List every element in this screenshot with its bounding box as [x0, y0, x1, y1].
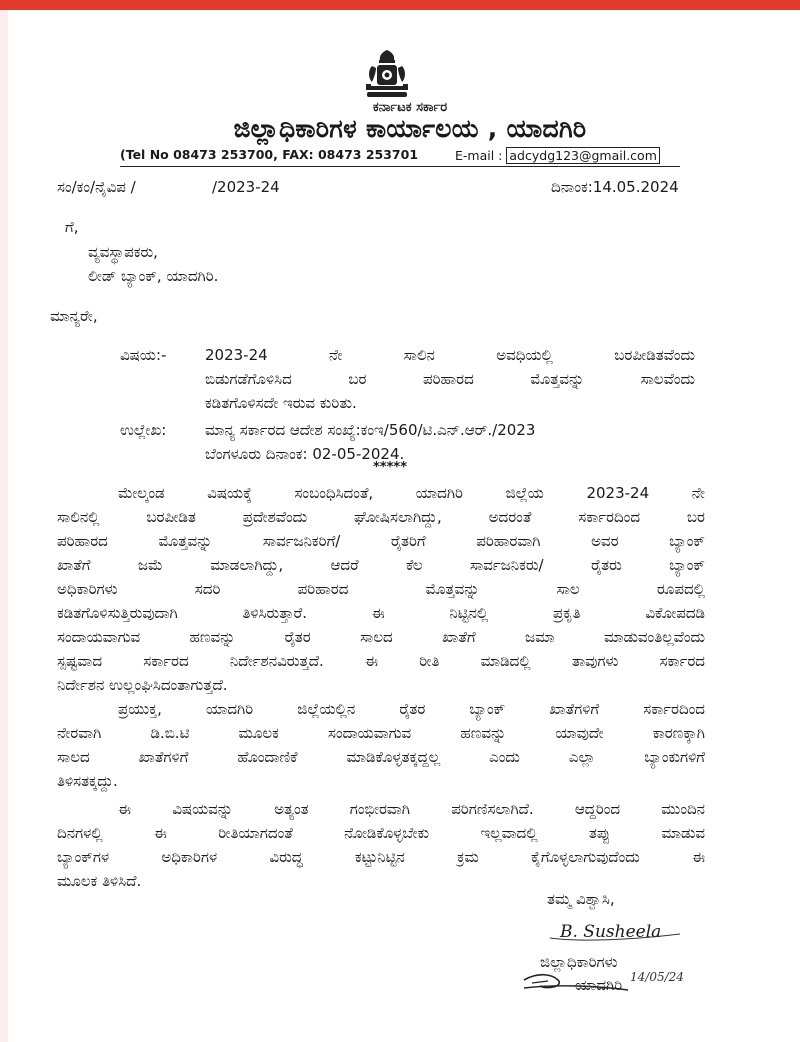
- office-title: ಜಿಲ್ಲಾಧಿಕಾರಿಗಳ ಕಾರ್ಯಾಲಯ , ಯಾದಗಿರಿ: [233, 114, 587, 143]
- paragraph-line: ಖಾತೆಗೆ ಜಮೆ ಮಾಡಲಾಗಿದ್ದು, ಆದರೆ ಕೆಲ ಸಾರ್ವಜನಿಕರು/ ರೈತರು ಬ್ಯಾಂಕ್: [57, 556, 705, 574]
- signature-scribble-icon: [518, 950, 718, 1000]
- email-label: E-mail :: [455, 148, 503, 163]
- reference-line: ಮಾನ್ಯ ಸರ್ಕಾರದ ಆದೇಶ ಸಂಖ್ಯೆ:ಕಂಇ/560/ಟಿ.ಎನ್.ಆರ್./2023: [205, 421, 536, 439]
- signature: B. Susheela: [560, 922, 662, 942]
- salutation: ಮಾನ್ಯರೇ,: [50, 307, 98, 325]
- paragraph-line: ಪರಿಹಾರದ ಮೊತ್ತವನ್ನು ಸಾರ್ವಜನಿಕರಿಗೆ/ ರೈತರಿಗೆ ಪರಿಹಾರವಾಗಿ ಅವರ ಬ್ಯಾಂಕ್: [57, 532, 705, 550]
- recipient-to: ಗೆ,: [65, 218, 79, 236]
- letter-page: [0, 10, 800, 1042]
- paragraph-line: ನಿರ್ದೇಶನ ಉಲ್ಲಂಘಿಸಿದಂತಾಗುತ್ತದೆ.: [57, 676, 228, 694]
- paragraph-line: ಮೇಲ್ಕಂಡ ವಿಷಯಕ್ಕೆ ಸಂಬಂಧಿಸಿದಂತೆ, ಯಾದಗಿರಿ ಜಿಲ್ಲೆಯ 2023-24 ನೇ: [118, 484, 705, 502]
- subject-line: ಬಿಡುಗಡೆಗೊಳಿಸಿದ ಬರ ಪರಿಹಾರದ ಮೊತ್ತವನ್ನು ಸಾಲವೆಂದು: [205, 370, 695, 388]
- reference-year: /2023-24: [212, 178, 280, 196]
- reference-line: ಬೆಂಗಳೂರು ದಿನಾಂಕ: 02-05-2024.: [205, 445, 405, 463]
- paragraph-line: ಕಡಿತಗೊಳಿಸುತ್ತಿರುವುದಾಗಿ ತಿಳಿಸಿರುತ್ತಾರೆ. ಈ ನಿಟ್ಟಿನಲ್ಲಿ ಪ್ರಕೃತಿ ವಿಕೋಪದಡಿ: [57, 604, 705, 622]
- reference-label: ಉಲ್ಲೇಖ:: [120, 421, 167, 439]
- karnataka-emblem-icon: [362, 48, 412, 100]
- signature-date: 14/05/24: [630, 970, 684, 984]
- paragraph-line: ಸಾಲದ ಖಾತೆಗಳಿಗೆ ಹೊಂದಾಣಿಕೆ ಮಾಡಿಕೊಳ್ಳತಕ್ಕದ್ದಲ್ಲ ಎಂದು ಎಲ್ಲಾ ಬ್ಯಾಂಕುಗಳಿಗೆ: [57, 748, 705, 766]
- top-edge-bar: [0, 0, 800, 10]
- office-contact: (Tel No 08473 253700, FAX: 08473 253701: [120, 147, 419, 162]
- paragraph-line: ನೇರವಾಗಿ ಡಿ.ಬಿ.ಟಿ ಮೂಲಕ ಸಂದಾಯವಾಗುವ ಹಣವನ್ನು ಯಾವುದೇ ಕಾರಣಕ್ಕಾಗಿ: [57, 724, 705, 742]
- paragraph-line: ಸ್ಪಷ್ಟವಾದ ಸರ್ಕಾರದ ನಿರ್ದೇಶನವಿರುತ್ತದೆ. ಈ ರೀತಿ ಮಾಡಿದಲ್ಲಿ ತಾವುಗಳು ಸರ್ಕಾರದ: [57, 652, 705, 670]
- closing-regards: ತಮ್ಮ ವಿಶ್ವಾಸಿ,: [547, 890, 615, 908]
- email-address: adcydg123@gmail.com: [506, 147, 659, 164]
- paragraph-line: ಮೂಲಕ ತಿಳಿಸಿದೆ.: [57, 872, 142, 890]
- government-name: ಕರ್ನಾಟಕ ಸರ್ಕಾರ: [372, 100, 448, 115]
- office-email: [455, 148, 660, 163]
- reference-number: ಸಂ/ಕಂ/ನೈವಿಪ /: [57, 178, 136, 196]
- recipient-line-1: ವ್ಯವಸ್ಥಾಪಕರು,: [88, 243, 158, 261]
- paragraph-line: ತಿಳಿಸತಕ್ಕದ್ದು.: [57, 772, 118, 790]
- paragraph-line: ಈ ವಿಷಯವನ್ನು ಅತ್ಯಂತ ಗಂಭೀರವಾಗಿ ಪರಿಗಣಿಸಲಾಗಿದೆ. ಆದ್ದರಿಂದ ಮುಂದಿನ: [118, 800, 705, 818]
- subject-line: ಕಡಿತಗೊಳಿಸದೇ ಇರುವ ಕುರಿತು.: [205, 394, 357, 412]
- paragraph-line: ಅಧಿಕಾರಿಗಳು ಸದರಿ ಪರಿಹಾರದ ಮೊತ್ತವನ್ನು ಸಾಲ ರೂಪದಲ್ಲಿ: [57, 580, 705, 598]
- paragraph-line: ಸಂದಾಯವಾಗುವ ಹಣವನ್ನು ರೈತರ ಸಾಲದ ಖಾತೆಗೆ ಜಮಾ ಮಾಡುವಂತಿಲ್ಲವೆಂದು: [57, 628, 705, 646]
- subject-line: 2023-24 ನೇ ಸಾಲಿನ ಅವಧಿಯಲ್ಲಿ ಬರಪೀಡಿತವೆಂದು: [205, 346, 695, 364]
- paragraph-line: ಸಾಲಿನಲ್ಲಿ ಬರಪೀಡಿತ ಪ್ರದೇಶವೆಂದು ಘೋಷಿಸಲಾಗಿದ್ದು, ಅದರಂತೆ ಸರ್ಕಾರದಿಂದ ಬರ: [57, 508, 705, 526]
- recipient-line-2: ಲೀಡ್ ಬ್ಯಾಂಕ್, ಯಾದಗಿರಿ.: [88, 267, 219, 285]
- paragraph-line: ದಿನಗಳಲ್ಲಿ ಈ ರೀತಿಯಾಗದಂತೆ ನೋಡಿಕೊಳ್ಳಬೇಕು ಇಲ್ಲವಾದಲ್ಲಿ ತಪ್ಪು ಮಾಡುವ: [57, 824, 705, 842]
- header-divider: [120, 166, 680, 167]
- designation-place: ಯಾದಗಿರಿ: [575, 976, 623, 994]
- separator: *****: [373, 460, 407, 475]
- designation: ಜಿಲ್ಲಾಧಿಕಾರಿಗಳು: [540, 953, 618, 971]
- subject-label: ವಿಷಯ:-: [120, 346, 167, 364]
- paragraph-line: ಬ್ಯಾಂಕ್‌ಗಳ ಅಧಿಕಾರಿಗಳ ವಿರುದ್ಧ ಕಟ್ಟುನಿಟ್ಟಿನ ಕ್ರಮ ಕೈಗೊಳ್ಳಲಾಗುವುದೆಂದು ಈ: [57, 848, 705, 866]
- signature-underline-icon: [540, 910, 690, 950]
- letter-date: ದಿನಾಂಕ:14.05.2024: [551, 178, 679, 196]
- paragraph-line: ಪ್ರಯುಕ್ತ, ಯಾದಗಿರಿ ಜಿಲ್ಲೆಯಲ್ಲಿನ ರೈತರ ಬ್ಯಾಂಕ್ ಖಾತೆಗಳಿಗೆ ಸರ್ಕಾರದಿಂದ: [118, 700, 705, 718]
